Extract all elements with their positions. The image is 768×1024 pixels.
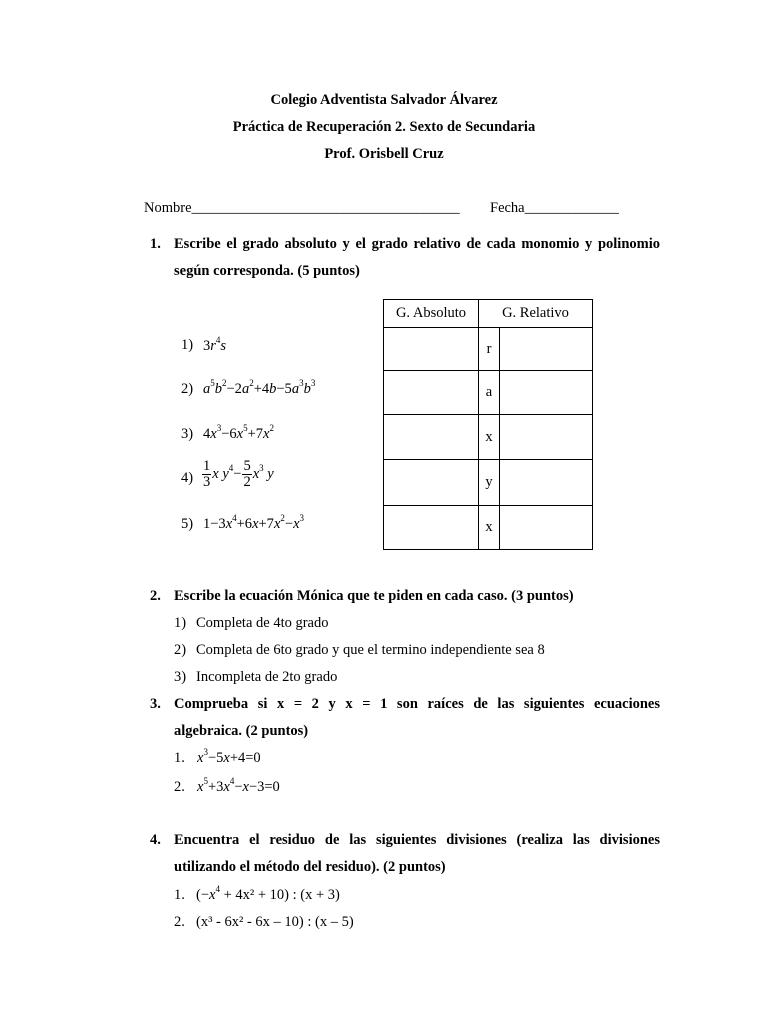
q1-expr-4: $\frac{1}{3}$ x $y^4-$ $\frac{5}{2}$ $x^3$ y [203,458,274,490]
q2-item: 2) [174,642,187,658]
q4-text-line1: Encuentra el residuo de las siguientes divisiones (realiza las divisiones [174,832,660,848]
q3-item: 1. [174,750,185,766]
date-label: Fecha [490,200,525,216]
absolute-answer-cell[interactable] [384,415,479,460]
q1-expr-5: $1-3x^4+6x+7x^2-x^3$ [203,513,304,532]
q4-division-1: $(-x^4 + 4x^2 + 10)$ : (x + 3) [196,884,340,903]
teacher-name: Prof. Orisbell Cruz [324,146,444,162]
relative-answer-cell[interactable] [500,415,593,460]
date-blank[interactable]: _____________ [524,200,619,216]
q2-item-text: Completa de 4to grado [196,615,329,631]
name-blank[interactable]: _____________________________________ [191,200,460,216]
q4-item: 2. [174,914,185,930]
variable-cell: x [479,415,500,460]
q2-item-text: Completa de 6to grado y que el termino independiente sea 8 [196,642,545,658]
grades-table [383,299,593,550]
q1-expr-1: $3r^4s$ [203,335,227,354]
absolute-answer-cell[interactable] [384,506,479,550]
variable-cell: y [479,460,500,506]
variable-cell: x [479,506,500,550]
q3-equation-1: $x^3-5x+4=0$ [197,747,261,766]
relative-answer-cell[interactable] [500,506,593,550]
q4-text-line2: utilizando el método del residuo). (2 puntos) [174,859,446,875]
q1-item-2: 2) [181,381,194,397]
q1-item-1: 1) [181,337,194,353]
q1-item-3: 3) [181,426,194,442]
q1-number: 1. [150,236,161,252]
absolute-answer-cell[interactable] [384,371,479,415]
q2-number: 2. [150,588,161,604]
q2-text: Escribe la ecuación Mónica que te piden en cada caso. (3 puntos) [174,588,574,604]
absolute-answer-cell[interactable] [384,328,479,371]
relative-answer-cell[interactable] [500,371,593,415]
date-field[interactable] [490,200,619,217]
relative-answer-cell[interactable] [500,328,593,371]
name-field[interactable] [144,200,460,217]
school-name: Colegio Adventista Salvador Álvarez [270,92,498,108]
q3-number: 3. [150,696,161,712]
absolute-answer-cell[interactable] [384,460,479,506]
q3-text-line2: algebraica. (2 puntos) [174,723,309,739]
variable-cell: a [479,371,500,415]
q3-equation-2: $x^5+3x^4-x-3=0$ [197,776,280,795]
q4-division-2: (x³ - 6x² - 6x – 10) : (x – 5) [196,914,354,930]
q2-item-text: Incompleta de 2to grado [196,669,338,685]
q3-item: 2. [174,779,185,795]
q4-number: 4. [150,832,161,848]
q1-text-line2: según corresponda. (5 puntos) [174,263,360,279]
q1-expr-3: $4x^3-6x^5+7x^2$ [203,423,274,442]
q3-text-line1: Comprueba si x = 2 y x = 1 son raíces de las siguientes ecuaciones [174,696,660,712]
q1-text-line1: Escribe el grado absoluto y el grado relativo de cada monomio y polinomio [174,236,660,252]
q2-item: 3) [174,669,187,685]
header-absolute-degree: G. Absoluto [384,300,479,328]
variable-cell: r [479,328,500,371]
relative-answer-cell[interactable] [500,460,593,506]
document-title: Práctica de Recuperación 2. Sexto de Secundaria [232,119,536,135]
q1-item-5: 5) [181,516,194,532]
q1-expr-2: $a^5b^2-2a^2+4b-5a^3b^3$ [203,378,316,397]
q4-item: 1. [174,887,185,903]
name-label: Nombre [144,200,192,216]
q1-item-4: 4) [181,470,194,486]
header-relative-degree: G. Relativo [479,300,593,328]
q2-item: 1) [174,615,187,631]
